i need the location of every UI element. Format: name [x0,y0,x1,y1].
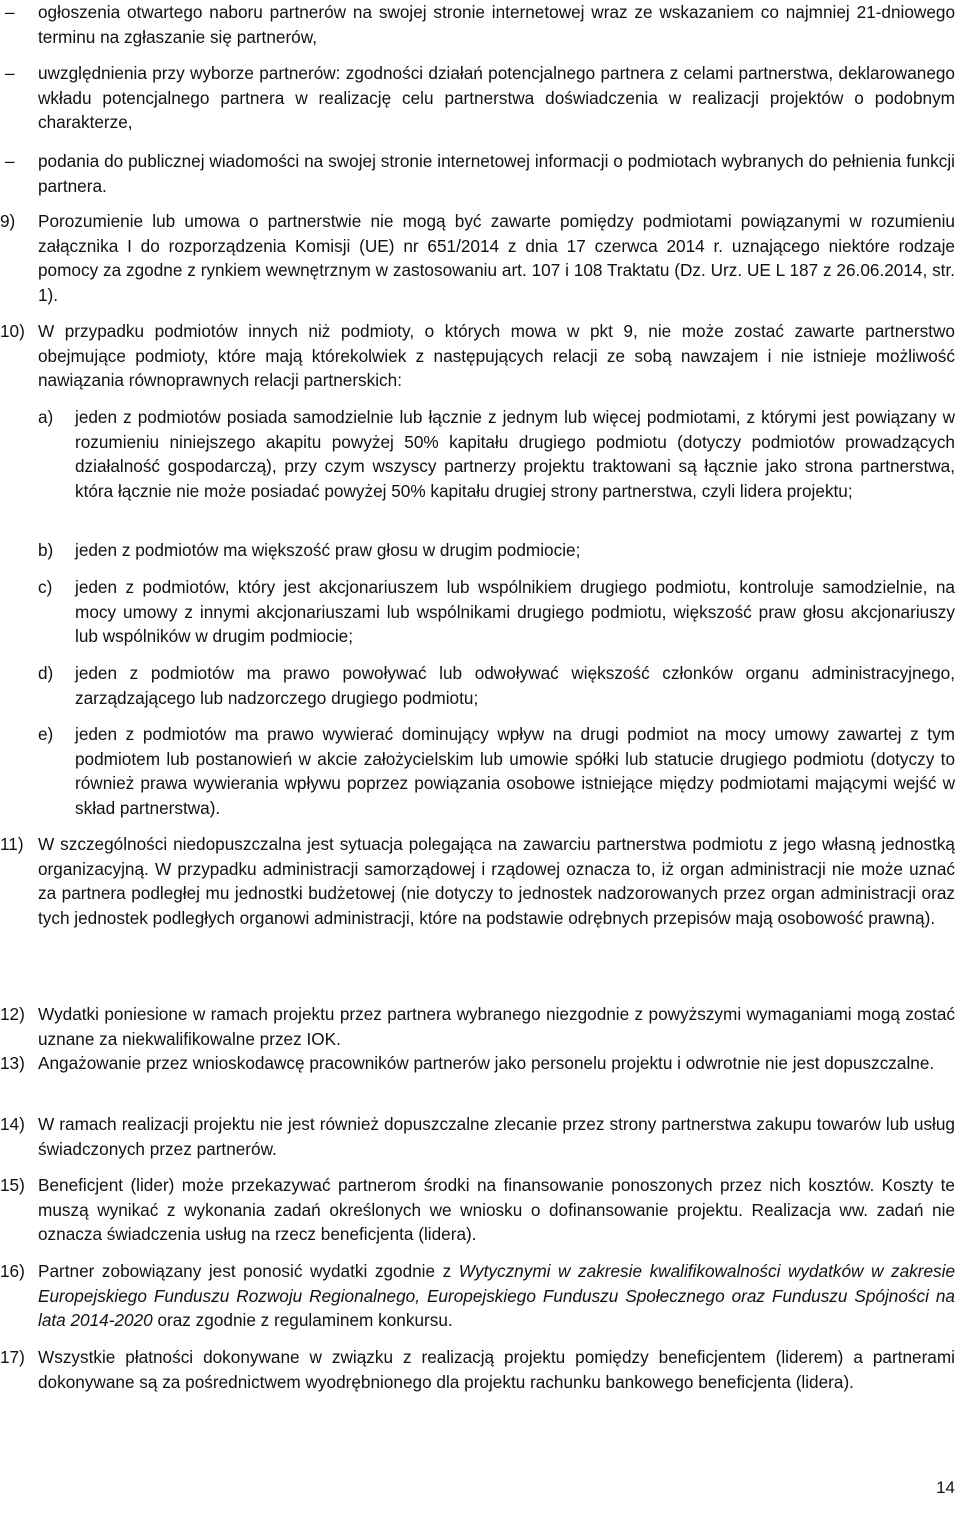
sub-item-c [0,575,955,649]
sub-item-d [0,661,955,710]
numbered-item-13 [0,1051,955,1076]
item-number: 13) [0,1053,25,1073]
numbered-item-15 [0,1173,955,1247]
numbered-item-14 [0,1112,955,1161]
numbered-item-17 [0,1345,955,1394]
item-text: W szczególności niedopuszczalna jest sytuacja polegająca na zawarciu partnerstwa podmiotu z jego własną jednostką organizacyjną. W przypadku administracji samorządowej i rządowej oznacza to, iż organ administracji nie może uznać za partnera podległej mu jednostki budżetowej (nie dotyczy to jednostek nadzorowanych przez organ administracji oraz tych jednostek podległych organowi administracji, które na podstawie odrębnych przepisów mają osobowość prawną). [38,834,955,928]
item-text: jeden z podmiotów ma prawo powoływać lub odwoływać większość członków organu administracyjnego, zarządzającego lub nadzorczego drugiego podmiotu; [75,663,955,708]
item-number: 16) [0,1261,25,1281]
item-text: jeden z podmiotów, który jest akcjonariuszem lub wspólnikiem drugiego podmiotu, kontroluje samodzielnie, na mocy umowy z innymi akcjonariuszami lub wspólnikami drugiego podmiotu, większość praw głosu akcjonariuszy lub wspólników w drugim podmiocie; [75,577,955,646]
numbered-item-11 [0,832,955,930]
list-item [0,0,955,49]
item-number: 12) [0,1004,25,1024]
item-text: W przypadku podmiotów innych niż podmioty, o których mowa w pkt 9, nie może zostać zawarte partnerstwo obejmujące podmioty, które mają którekolwiek z następujących relacji ze sobą nawzajem i nie istnieje możliwość nawiązania równoprawnych relacji partnerskich: [38,321,955,390]
guidelines-title: Wytycznymi w zakresie kwalifikowalności wydatków w zakresie Europejskiego Funduszu Rozwoju Regionalnego, Europejskiego Funduszu Społecznego oraz Funduszu Spójności na lata 2014-2020 [38,1261,955,1330]
numbered-item-12 [0,1002,955,1051]
page-number: 14 [936,1478,955,1497]
item-text: jeden z podmiotów posiada samodzielnie lub łącznie z jednym lub więcej podmiotami, z którymi jest powiązany w rozumieniu niniejszego akapitu powyżej 50% kapitału drugiego podmiotu (dotyczy podmiotów prowadzących działalność gospodarczą), przy czym wszyscy partnerzy projektu traktowani są łącznie jako strona partnerstwa, która łącznie nie może posiadać powyżej 50% kapitału drugiej strony partnerstwa, czyli lidera projektu; [75,407,955,501]
item-text-post: oraz zgodnie z regulaminem konkursu. [152,1310,453,1330]
item-text-pre: Partner zobowiązany jest ponosić wydatki zgodnie z [38,1261,459,1281]
item-number: 14) [0,1114,25,1134]
item-letter: b) [38,540,54,560]
item-number: 9) [0,211,16,231]
item-text: Angażowanie przez wnioskodawcę pracowników partnerów jako personelu projektu i odwrotnie nie jest dopuszczalne. [38,1053,935,1073]
item-text: Wszystkie płatności dokonywane w związku z realizacją projektu pomiędzy beneficjentem (liderem) a partnerami dokonywane są za pośrednictwem wyodrębnionego dla projektu rachunku bankowego beneficjenta (lidera). [38,1347,955,1392]
item-text [38,1259,955,1333]
dash-bullet: – [5,2,15,22]
numbered-item-16 [0,1259,955,1333]
item-text: W ramach realizacji projektu nie jest również dopuszczalne zlecanie przez strony partnerstwa zakupu towarów lub usług świadczonych przez partnerów. [38,1114,955,1159]
item-letter: a) [38,407,54,427]
item-text: Wydatki poniesione w ramach projektu przez partnera wybranego niezgodnie z powyższymi wymaganiami mogą zostać uznane za niekwalifikowalne przez IOK. [38,1004,955,1049]
item-number: 10) [0,321,25,341]
list-item-text: ogłoszenia otwartego naboru partnerów na swojej stronie internetowej wraz ze wskazaniem co najmniej 21-dniowego terminu na zgłaszanie się partnerów, [38,2,955,47]
list-item-text: uwzględnienia przy wyborze partnerów: zgodności działań potencjalnego partnera z celami partnerstwa, deklarowanego wkładu potencjalnego partnera w realizację celu partnerstwa doświadczenia w realizacji projektów o podobnym charakterze, [38,63,955,132]
item-letter: e) [38,724,54,744]
item-letter: d) [38,663,54,683]
item-number: 17) [0,1347,25,1367]
item-text: jeden z podmiotów ma prawo wywierać dominujący wpływ na drugi podmiot na mocy umowy zawartej z tym podmiotem lub postanowień w akcie założycielskim lub umowie spółki lub statucie drugiego podmiotu (dotyczy to również prawa wywierania wpływu poprzez powiązania osobowe istniejące między podmiotami mającymi wejść w skład partnerstwa). [75,724,955,818]
dash-bullet: – [5,151,15,171]
item-number: 15) [0,1175,25,1195]
dash-bullet: – [5,63,15,83]
numbered-item-9 [0,209,955,307]
list-item [0,149,955,198]
item-letter: c) [38,577,53,597]
sub-item-b [0,538,955,563]
item-text: jeden z podmiotów ma większość praw głosu w drugim podmiocie; [75,540,581,560]
list-item-text: podania do publicznej wiadomości na swojej stronie internetowej informacji o podmiotach wybranych do pełnienia funkcji partnera. [38,151,955,196]
list-item [0,61,955,135]
numbered-item-10 [0,319,955,393]
item-text: Porozumienie lub umowa o partnerstwie nie mogą być zawarte pomiędzy podmiotami powiązanymi w rozumieniu załącznika I do rozporządzenia Komisji (UE) nr 651/2014 z dnia 17 czerwca 2014 r. uznającego niektóre rodzaje pomocy za zgodne z rynkiem wewnętrznym w zastosowaniu art. 107 i 108 Traktatu (Dz. Urz. UE L 187 z 26.06.2014, str. 1). [38,211,955,305]
sub-item-a [0,405,955,503]
item-text: Beneficjent (lider) może przekazywać partnerom środki na finansowanie ponoszonych przez nich kosztów. Koszty te muszą wynikać z wykonania zadań określonych we wniosku o dofinansowanie projektu. Realizacja ww. zadań nie oznacza świadczenia usług na rzecz beneficjenta (lidera). [38,1175,955,1244]
item-number: 11) [0,834,24,854]
sub-item-e [0,722,955,820]
